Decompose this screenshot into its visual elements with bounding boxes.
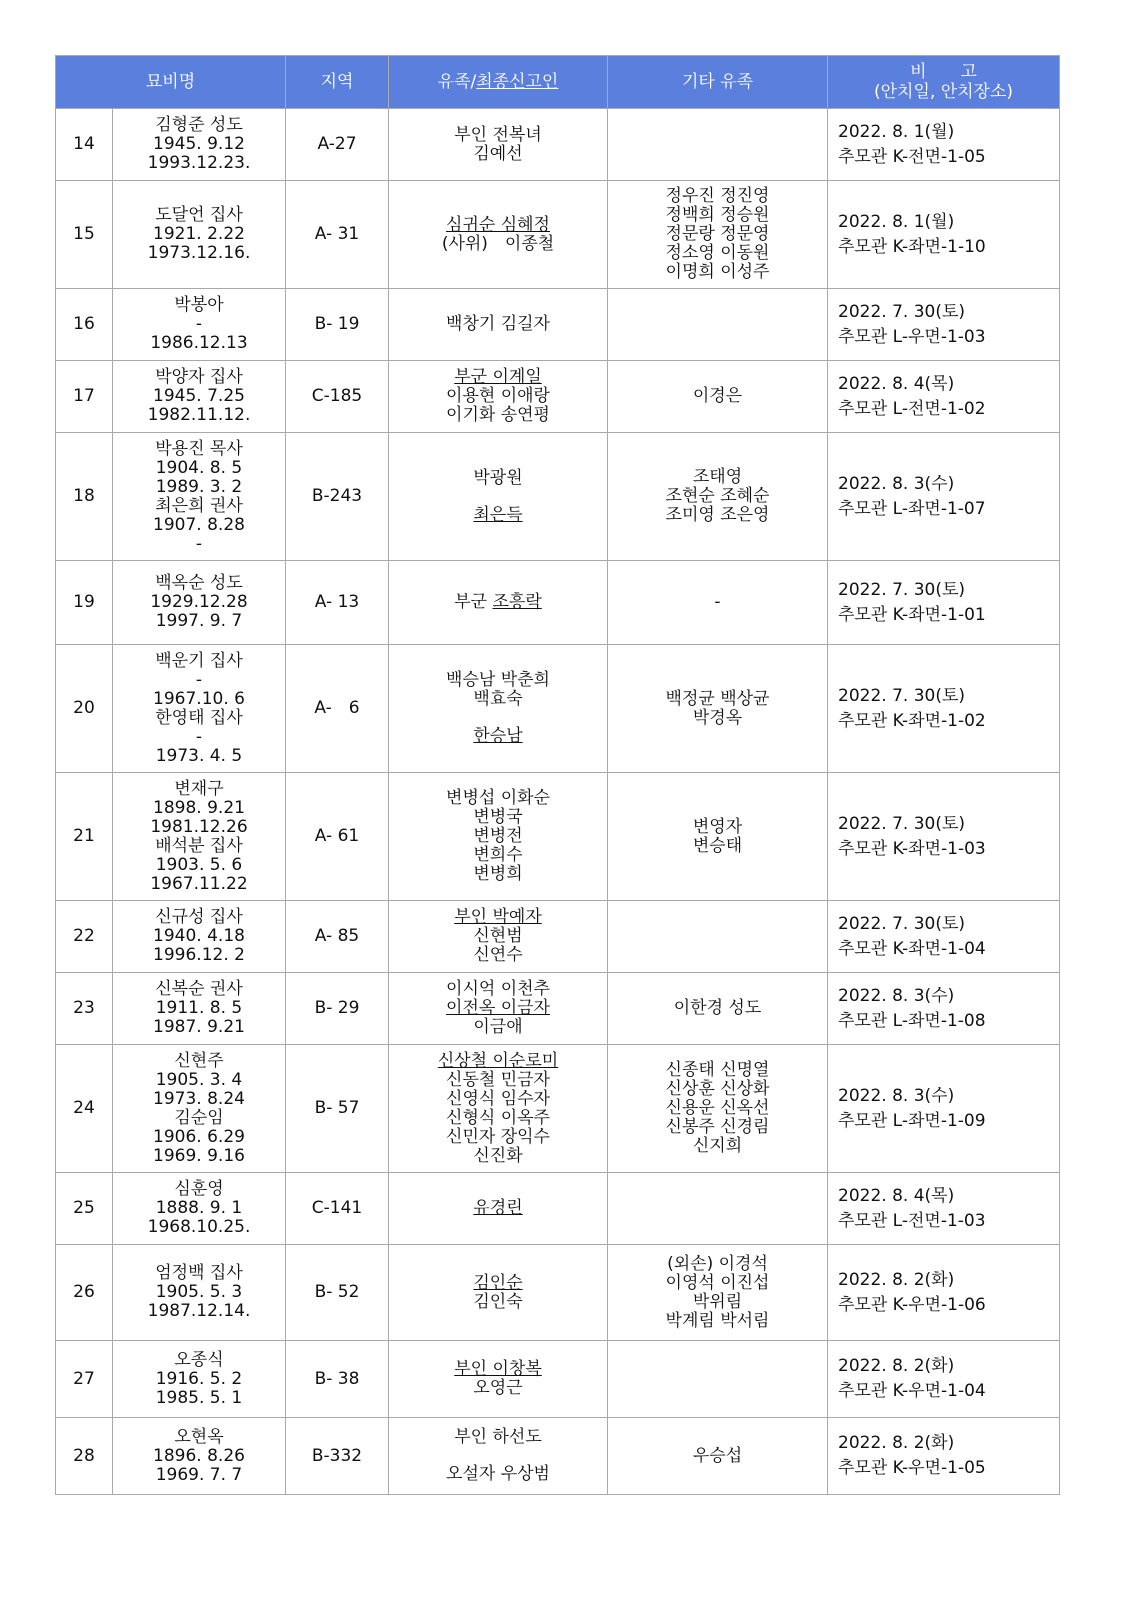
header-name: 묘비명 <box>56 56 286 109</box>
other-family <box>608 901 828 973</box>
table-row <box>56 181 1060 289</box>
other-family <box>608 433 828 561</box>
family-line: 이시억 이천추 <box>446 979 550 999</box>
family-line: 백효숙 <box>473 689 523 709</box>
enshrine-date: 2022. 8. 4(목) <box>838 373 955 394</box>
name-line: - <box>195 533 203 554</box>
name-line: 1987. 9.21 <box>153 1017 245 1037</box>
other-family-line: 정소영 이동원 <box>665 243 770 263</box>
family-line: 신민자 장익수 <box>446 1126 550 1147</box>
family-line: 신연수 <box>473 945 523 965</box>
family-line: 부군 이계일 <box>454 367 542 387</box>
bereaved-family <box>389 973 608 1045</box>
memorial-table <box>55 55 1060 1495</box>
tombstone-name <box>113 773 286 901</box>
name-line: 1967.10. 6 <box>153 688 245 709</box>
table-row <box>56 1245 1060 1341</box>
bereaved-family <box>389 901 608 973</box>
row-number: 15 <box>56 181 113 289</box>
header-other-family: 기타 유족 <box>608 56 828 109</box>
family-line: 백창기 김길자 <box>446 314 550 334</box>
table-row <box>56 361 1060 433</box>
other-family-line: 이명희 이성주 <box>665 262 770 282</box>
name-line: 1969. 9.16 <box>153 1145 245 1166</box>
table-row <box>56 901 1060 973</box>
area-code: B- 29 <box>286 973 389 1045</box>
name-line: 1997. 9. 7 <box>155 611 243 631</box>
table-row <box>56 773 1060 901</box>
other-family-line: 이경은 <box>692 386 743 406</box>
note <box>828 773 1060 901</box>
table-row <box>56 1045 1060 1173</box>
area-code: A- 85 <box>286 901 389 973</box>
other-family-line: 신지희 <box>692 1136 743 1156</box>
name-line: 1906. 6.29 <box>153 1126 245 1147</box>
table-row <box>56 289 1060 361</box>
note <box>828 1173 1060 1245</box>
enshrine-date: 2022. 7. 30(토) <box>838 301 966 322</box>
row-number: 20 <box>56 645 113 773</box>
row-number: 27 <box>56 1341 113 1418</box>
name-line: 1898. 9.21 <box>153 797 245 818</box>
other-family <box>608 289 828 361</box>
name-line: 오현옥 <box>174 1426 224 1447</box>
family-line: 오설자 우상범 <box>446 1464 550 1484</box>
name-line: 1896. 8.26 <box>153 1445 245 1466</box>
header-family: 유족/최종신고인 <box>389 56 608 109</box>
note <box>828 289 1060 361</box>
enshrine-date: 2022. 8. 2(화) <box>838 1356 955 1376</box>
name-line: 1905. 3. 4 <box>155 1069 243 1090</box>
enshrine-date: 2022. 8. 4(목) <box>838 1185 955 1206</box>
family-line: 부인 박예자 <box>454 907 542 927</box>
enshrine-date: 2022. 8. 2(화) <box>838 1433 955 1453</box>
enshrine-place: 추모관 K-좌면-1-01 <box>838 604 986 625</box>
row-number: 19 <box>56 561 113 645</box>
enshrine-place: 추모관 K-좌면-1-10 <box>838 236 986 257</box>
tombstone-name <box>113 1418 286 1495</box>
name-line: 1916. 5. 2 <box>155 1368 243 1389</box>
tombstone-name <box>113 973 286 1045</box>
family-line: 신영식 임수자 <box>446 1088 550 1109</box>
family-line: 이전옥 이금자 <box>446 998 550 1018</box>
other-family <box>608 773 828 901</box>
note <box>828 109 1060 181</box>
bereaved-family <box>389 361 608 433</box>
enshrine-place: 추모관 K-우면-1-04 <box>838 1381 986 1401</box>
other-family-line: 박위림 <box>692 1291 743 1312</box>
other-family-line: 신종태 신명열 <box>665 1060 770 1080</box>
name-line: 김형준 성도 <box>155 115 243 135</box>
family-line: 부인 하선도 <box>454 1427 542 1447</box>
table-row <box>56 433 1060 561</box>
table-row <box>56 1173 1060 1245</box>
name-line: 1905. 5. 3 <box>155 1282 243 1302</box>
family-line: 유경린 <box>473 1198 523 1218</box>
other-family-line: 신상훈 신상화 <box>665 1079 770 1099</box>
name-line: 1989. 3. 2 <box>155 476 243 497</box>
name-line: - <box>195 314 203 334</box>
name-line: 1945. 7.25 <box>153 386 245 406</box>
row-number: 16 <box>56 289 113 361</box>
other-family <box>608 1341 828 1418</box>
tombstone-name <box>113 181 286 289</box>
other-family <box>608 561 828 645</box>
name-line: 1973.12.16. <box>147 243 251 263</box>
header-area: 지역 <box>286 56 389 109</box>
row-number: 24 <box>56 1045 113 1173</box>
name-line: 신복순 권사 <box>155 979 243 999</box>
area-code: B- 57 <box>286 1045 389 1173</box>
name-line: 1993.12.23. <box>147 153 251 173</box>
enshrine-date: 2022. 8. 3(수) <box>838 473 955 494</box>
area-code: A- 6 <box>286 645 389 773</box>
tombstone-name <box>113 433 286 561</box>
family-line: 신형식 이옥주 <box>446 1107 550 1128</box>
note <box>828 1418 1060 1495</box>
enshrine-place: 추모관 K-우면-1-05 <box>838 1458 986 1478</box>
family-line: 한승남 <box>473 726 523 746</box>
name-line: 신현주 <box>174 1050 224 1071</box>
family-line: 백승남 박춘희 <box>446 670 550 690</box>
family-line: 변병섭 이화순 <box>446 788 550 808</box>
tombstone-name <box>113 1245 286 1341</box>
name-line: 1981.12.26 <box>150 816 248 837</box>
enshrine-place: 추모관 L-전면-1-03 <box>838 1210 986 1231</box>
row-number: 14 <box>56 109 113 181</box>
name-line: 1903. 5. 6 <box>155 854 243 875</box>
other-family-line: 정문랑 정문영 <box>665 224 770 244</box>
other-family <box>608 1245 828 1341</box>
note <box>828 901 1060 973</box>
enshrine-place: 추모관 K-좌면-1-02 <box>838 710 986 731</box>
bereaved-family <box>389 561 608 645</box>
tombstone-name <box>113 109 286 181</box>
tombstone-name <box>113 289 286 361</box>
tombstone-name <box>113 645 286 773</box>
enshrine-date: 2022. 8. 3(수) <box>838 985 955 1006</box>
row-number: 22 <box>56 901 113 973</box>
table-row <box>56 645 1060 773</box>
enshrine-date: 2022. 8. 3(수) <box>838 1085 955 1106</box>
tombstone-name <box>113 561 286 645</box>
bereaved-family <box>389 109 608 181</box>
other-family-line: 조미영 조은영 <box>665 505 770 525</box>
row-number: 25 <box>56 1173 113 1245</box>
area-code: A- 13 <box>286 561 389 645</box>
other-family <box>608 1045 828 1173</box>
name-line: 엄정백 집사 <box>155 1263 243 1283</box>
area-code: A-27 <box>286 109 389 181</box>
table-row <box>56 973 1060 1045</box>
family-line: 심귀순 심혜정 <box>446 214 550 235</box>
family-line: 최은득 <box>473 504 523 525</box>
note <box>828 433 1060 561</box>
name-line: - <box>195 726 203 747</box>
row-number: 21 <box>56 773 113 901</box>
name-line: 도달언 집사 <box>155 205 243 225</box>
enshrine-place: 추모관 K-좌면-1-04 <box>838 938 986 959</box>
tombstone-name <box>113 901 286 973</box>
other-family <box>608 109 828 181</box>
other-family <box>608 973 828 1045</box>
name-line: 1907. 8.28 <box>153 514 245 535</box>
family-line: 변희수 <box>473 845 523 865</box>
other-family-line: 박경옥 <box>692 707 743 728</box>
other-family-line: 이한경 성도 <box>673 998 762 1018</box>
other-family-line: 변승태 <box>692 835 743 856</box>
name-line: 1967.11.22 <box>150 873 248 894</box>
other-family-line: 정우진 정진영 <box>665 186 770 206</box>
name-line: 박용진 목사 <box>155 438 243 459</box>
other-family <box>608 1418 828 1495</box>
name-line: 1985. 5. 1 <box>155 1387 243 1408</box>
family-line: 신현범 <box>473 926 523 946</box>
header-row <box>56 56 1060 109</box>
family-line: 부인 이창복 <box>454 1359 542 1379</box>
other-family-line: 이영석 이진섭 <box>665 1272 770 1293</box>
family-line: 변병희 <box>473 864 523 884</box>
other-family-line: 박계림 박서림 <box>665 1310 770 1331</box>
area-code: C-141 <box>286 1173 389 1245</box>
other-family-line: 정백희 정승원 <box>665 205 770 225</box>
area-code: C-185 <box>286 361 389 433</box>
other-family-line: 우승섭 <box>692 1445 743 1466</box>
note <box>828 1341 1060 1418</box>
name-line: 박양자 집사 <box>155 367 243 387</box>
row-number: 26 <box>56 1245 113 1341</box>
area-code: A- 31 <box>286 181 389 289</box>
family-line: 변병국 <box>473 807 523 827</box>
row-number: 17 <box>56 361 113 433</box>
area-code: B- 52 <box>286 1245 389 1341</box>
bereaved-family <box>389 1173 608 1245</box>
family-line: 이용현 이애랑 <box>446 386 550 406</box>
tombstone-name <box>113 1045 286 1173</box>
note <box>828 973 1060 1045</box>
name-line: 심훈영 <box>174 1179 224 1199</box>
name-line: 1940. 4.18 <box>153 926 245 946</box>
bereaved-family <box>389 1045 608 1173</box>
header-note: 비 고 (안치일, 안치장소) <box>828 56 1060 109</box>
area-code: B- 38 <box>286 1341 389 1418</box>
other-family <box>608 645 828 773</box>
name-line: 오종식 <box>174 1349 224 1370</box>
bereaved-family <box>389 433 608 561</box>
name-line: - <box>195 669 203 690</box>
table-row <box>56 1341 1060 1418</box>
family-line: (사위) 이종철 <box>441 233 555 254</box>
enshrine-date: 2022. 8. 2(화) <box>838 1269 955 1290</box>
bereaved-family <box>389 181 608 289</box>
other-family-line: 조현순 조혜순 <box>665 486 770 506</box>
table-row <box>56 1418 1060 1495</box>
name-line: 1987.12.14. <box>147 1301 251 1321</box>
name-line: 1973. 8.24 <box>153 1088 245 1109</box>
family-line: 김인숙 <box>473 1291 523 1312</box>
bereaved-family <box>389 289 608 361</box>
name-line: 1996.12. 2 <box>153 945 245 965</box>
area-code: B-332 <box>286 1418 389 1495</box>
name-line: 1888. 9. 1 <box>155 1198 243 1218</box>
enshrine-place: 추모관 L-좌면-1-07 <box>838 498 986 519</box>
bereaved-family <box>389 773 608 901</box>
enshrine-date: 2022. 8. 1(월) <box>838 211 955 232</box>
bereaved-family <box>389 1245 608 1341</box>
row-number: 23 <box>56 973 113 1045</box>
family-line: 부인 전복녀 <box>454 124 542 145</box>
other-family-line: 변영자 <box>692 816 743 837</box>
family-line: 신진화 <box>473 1145 523 1166</box>
other-family <box>608 1173 828 1245</box>
name-line: 최은희 권사 <box>155 495 243 516</box>
family-line: 박광원 <box>473 467 523 488</box>
bereaved-family <box>389 1418 608 1495</box>
name-line: 한영태 집사 <box>155 707 243 728</box>
area-code: B- 19 <box>286 289 389 361</box>
family-line: 오영근 <box>473 1378 523 1398</box>
name-line: 1929.12.28 <box>150 592 248 612</box>
family-line: 김예선 <box>473 143 523 164</box>
enshrine-date: 2022. 7. 30(토) <box>838 685 966 706</box>
enshrine-place: 추모관 K-좌면-1-03 <box>838 838 986 859</box>
area-code: A- 61 <box>286 773 389 901</box>
family-line: 신동철 민금자 <box>446 1069 550 1090</box>
tombstone-name <box>113 361 286 433</box>
name-line: 1982.11.12. <box>147 405 251 425</box>
name-line: 백운기 집사 <box>155 650 243 671</box>
family-line: 이기화 송연평 <box>446 405 550 425</box>
tombstone-name <box>113 1173 286 1245</box>
name-line: 백옥순 성도 <box>155 573 243 593</box>
note <box>828 561 1060 645</box>
note <box>828 1045 1060 1173</box>
name-line: 박봉아 <box>174 295 224 315</box>
enshrine-date: 2022. 7. 30(토) <box>838 913 966 934</box>
note <box>828 1245 1060 1341</box>
enshrine-place: 추모관 L-우면-1-03 <box>838 326 986 347</box>
row-number: 28 <box>56 1418 113 1495</box>
bereaved-family <box>389 645 608 773</box>
name-line: 김순임 <box>174 1107 224 1128</box>
name-line: 배석분 집사 <box>155 835 243 856</box>
enshrine-place: 추모관 L-좌면-1-09 <box>838 1110 986 1131</box>
enshrine-place: 추모관 L-좌면-1-08 <box>838 1010 986 1031</box>
other-family-line: - <box>714 592 721 612</box>
name-line: 1911. 8. 5 <box>155 998 243 1018</box>
enshrine-place: 추모관 K-전면-1-05 <box>838 146 986 167</box>
enshrine-place: 추모관 L-전면-1-02 <box>838 398 986 419</box>
other-family <box>608 181 828 289</box>
family-line: 이금애 <box>473 1017 523 1037</box>
name-line: 1945. 9.12 <box>153 134 245 154</box>
other-family <box>608 361 828 433</box>
enshrine-date: 2022. 8. 1(월) <box>838 121 955 142</box>
table-row <box>56 109 1060 181</box>
name-line: 1969. 7. 7 <box>155 1464 243 1485</box>
name-line: 1921. 2.22 <box>153 224 245 244</box>
other-family-line: (외손) 이경석 <box>667 1253 768 1274</box>
other-family-line: 신용운 신옥선 <box>665 1098 770 1118</box>
name-line: 1973. 4. 5 <box>155 745 243 766</box>
other-family-line: 신봉주 신경림 <box>665 1117 770 1137</box>
name-line: 변재구 <box>174 778 224 799</box>
name-line: 1904. 8. 5 <box>155 457 243 478</box>
other-family-line: 조태영 <box>692 467 743 487</box>
enshrine-date: 2022. 7. 30(토) <box>838 579 966 600</box>
area-code: B-243 <box>286 433 389 561</box>
family-line: 변병전 <box>473 826 523 846</box>
tombstone-name <box>113 1341 286 1418</box>
row-number: 18 <box>56 433 113 561</box>
name-line: 1968.10.25. <box>147 1217 251 1237</box>
bereaved-family <box>389 1341 608 1418</box>
table-row <box>56 561 1060 645</box>
name-line: 신규성 집사 <box>155 907 243 927</box>
family-line: 신상철 이순로미 <box>437 1050 559 1071</box>
note <box>828 361 1060 433</box>
family-line: 김인순 <box>473 1272 523 1293</box>
enshrine-place: 추모관 K-우면-1-06 <box>838 1294 986 1315</box>
name-line: 1986.12.13 <box>150 333 248 353</box>
family-line: 부군 조흥락 <box>454 592 542 612</box>
enshrine-date: 2022. 7. 30(토) <box>838 813 966 834</box>
other-family-line: 백정균 백상균 <box>665 688 770 709</box>
note <box>828 645 1060 773</box>
note <box>828 181 1060 289</box>
